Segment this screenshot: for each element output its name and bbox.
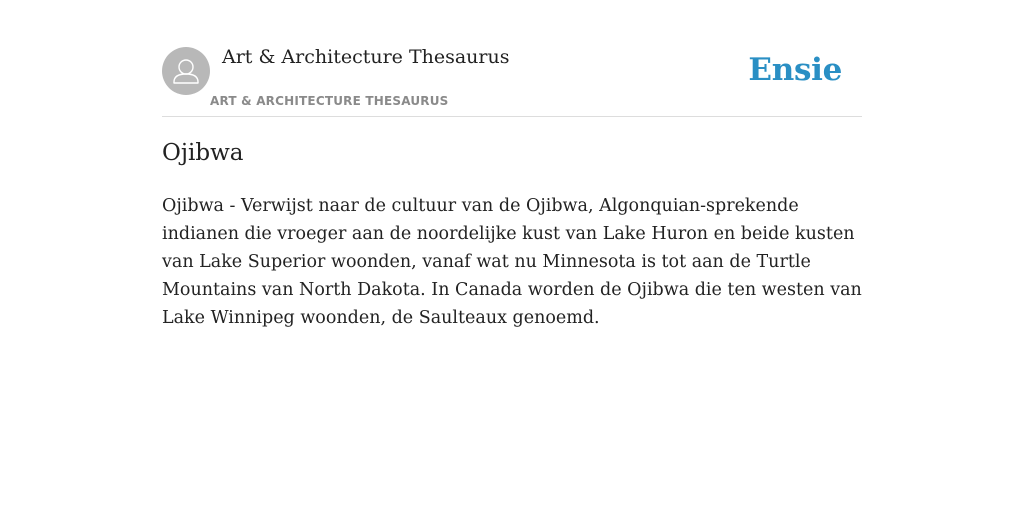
ensie-logo[interactable]: Ensie — [748, 52, 842, 88]
user-icon — [162, 47, 210, 95]
author-link[interactable]: Art & Architecture Thesaurus — [222, 46, 510, 68]
page-title: Ojibwa — [162, 140, 244, 166]
header — [162, 40, 862, 117]
avatar[interactable] — [162, 47, 210, 95]
definition-text: Ojibwa - Verwijst naar de cultuur van de Ojibwa, Algonquian-sprekende indianen die vroeger aan de noordelijke kust van Lake Huron en beide kusten van Lake Superior woonden, vanaf wat nu Minnesota is tot aan de Turtle Mountains van North Dakota. In Canada worden de Ojibwa die ten westen van Lake Winnipeg woonden, de Saulteaux genoemd. — [162, 196, 862, 328]
source-link[interactable]: ART & ARCHITECTURE THESAURUS — [210, 94, 449, 108]
